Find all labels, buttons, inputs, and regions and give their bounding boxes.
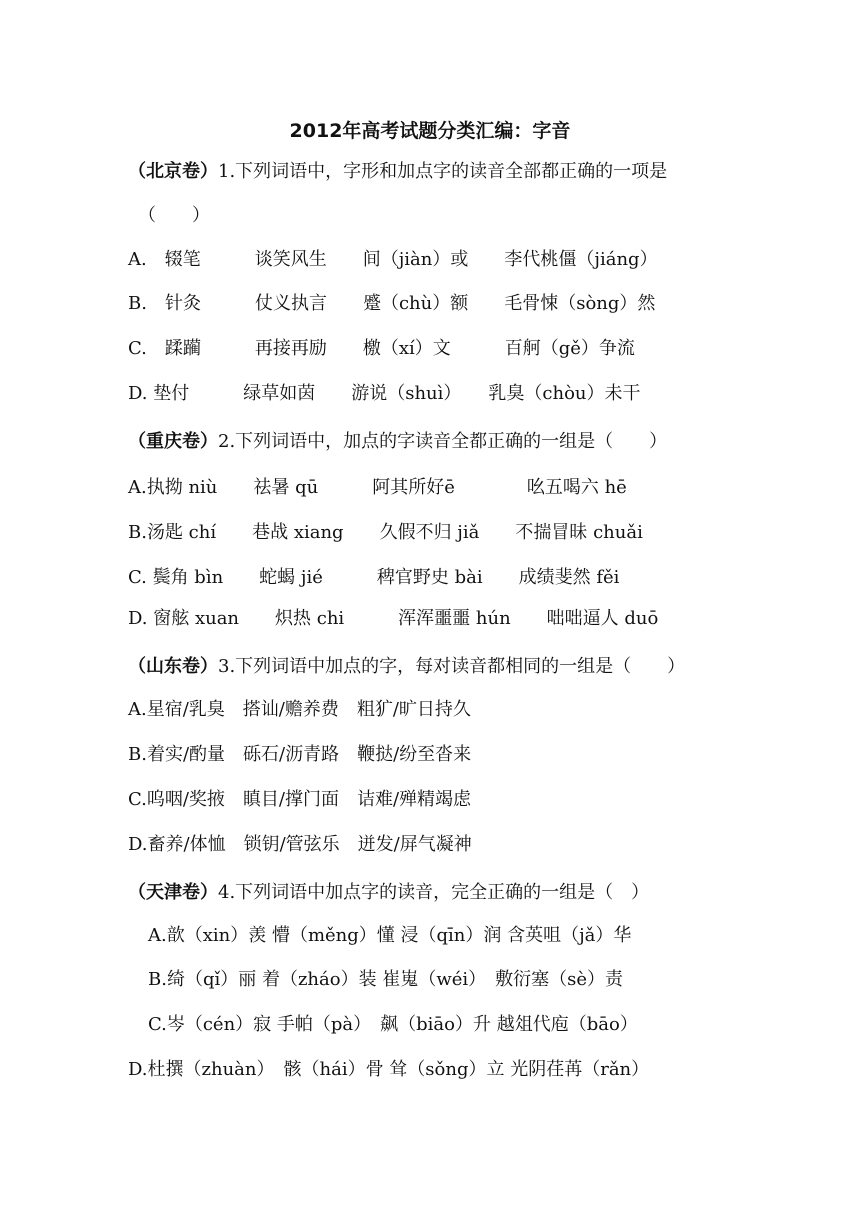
question-2-text: 2.下列词语中，加点的字读音全都正确的一组是（ ） bbox=[218, 431, 668, 452]
q3-option-a: A.星宿/乳臭 搭讪/赡养费 粗犷/旷日持久 bbox=[128, 699, 471, 720]
q2-option-c: C. 鬓角 bìn 蛇蝎 jié 稗官野史 bài 成绩斐然 fěi bbox=[128, 567, 620, 588]
question-3-text: 3.下列词语中加点的字，每对读音都相同的一组是（ ） bbox=[218, 656, 686, 677]
q3-option-b: B.着实/酌量 砾石/沥青路 鞭挞/纷至沓来 bbox=[128, 744, 472, 765]
question-3 bbox=[128, 655, 685, 679]
q4-option-b: B.绮（qǐ）丽 着（zháo）装 崔嵬（wéi） 敷衍塞（sè）责 bbox=[148, 969, 624, 990]
q1-option-c: C. 蹂躏 再接再励 檄（xí）文 百舸（gě）争流 bbox=[128, 338, 635, 359]
q3-option-c: C.呜咽/奖掖 瞋目/撑门面 诘难/殚精竭虑 bbox=[128, 789, 472, 810]
page-title: 2012年高考试题分类汇编：字音 bbox=[289, 120, 571, 142]
question-1-text: 1.下列词语中，字形和加点字的读音全部都正确的一项是 bbox=[218, 161, 668, 182]
section-label-tianjin: （天津卷） bbox=[128, 882, 218, 903]
q4-option-d: D.杜撰（zhuàn） 骸（hái）骨 耸（sǒng）立 光阴荏苒（rǎn） bbox=[128, 1059, 650, 1080]
q4-option-a: A.歆（xin）羡 懵（měng）懂 浸（qīn）润 含英咀（jǎ）华 bbox=[148, 925, 632, 946]
answer-bracket: （ ） bbox=[138, 205, 210, 226]
q2-option-b: B.汤匙 chí 巷战 xiang 久假不归 jiǎ 不揣冒昧 chuǎi bbox=[128, 522, 643, 543]
section-label-beijing: （北京卷） bbox=[128, 161, 218, 182]
q2-option-d: D. 窗舷 xuan 炽热 chi 浑浑噩噩 hún 咄咄逼人 duō bbox=[128, 608, 659, 629]
q1-option-a: A. 辍笔 谈笑风生 间（jiàn）或 李代桃僵（jiáng） bbox=[128, 249, 658, 270]
q4-option-c: C.岑（cén）寂 手帕（pà） 飙（biāo）升 越俎代庖（bāo） bbox=[148, 1014, 638, 1035]
section-label-chongqing: （重庆卷） bbox=[128, 431, 218, 452]
question-4 bbox=[128, 881, 649, 905]
question-2 bbox=[128, 430, 667, 454]
q1-option-d: D. 垫付 绿草如茵 游说（shuì） 乳臭（chòu）未干 bbox=[128, 383, 641, 404]
q2-option-a: A.执拗 niù 祛暑 qū 阿其所好ē 吆五喝六 hē bbox=[128, 477, 627, 498]
section-label-shandong: （山东卷） bbox=[128, 656, 218, 677]
question-4-text: 4.下列词语中加点字的读音，完全正确的一组是（ ） bbox=[218, 882, 650, 903]
question-1 bbox=[128, 160, 667, 184]
q1-option-b: B. 针灸 仗义执言 蹙（chù）额 毛骨悚（sòng）然 bbox=[128, 293, 656, 314]
q3-option-d: D.畜养/体恤 锁钥/管弦乐 迸发/屏气凝神 bbox=[128, 834, 472, 855]
